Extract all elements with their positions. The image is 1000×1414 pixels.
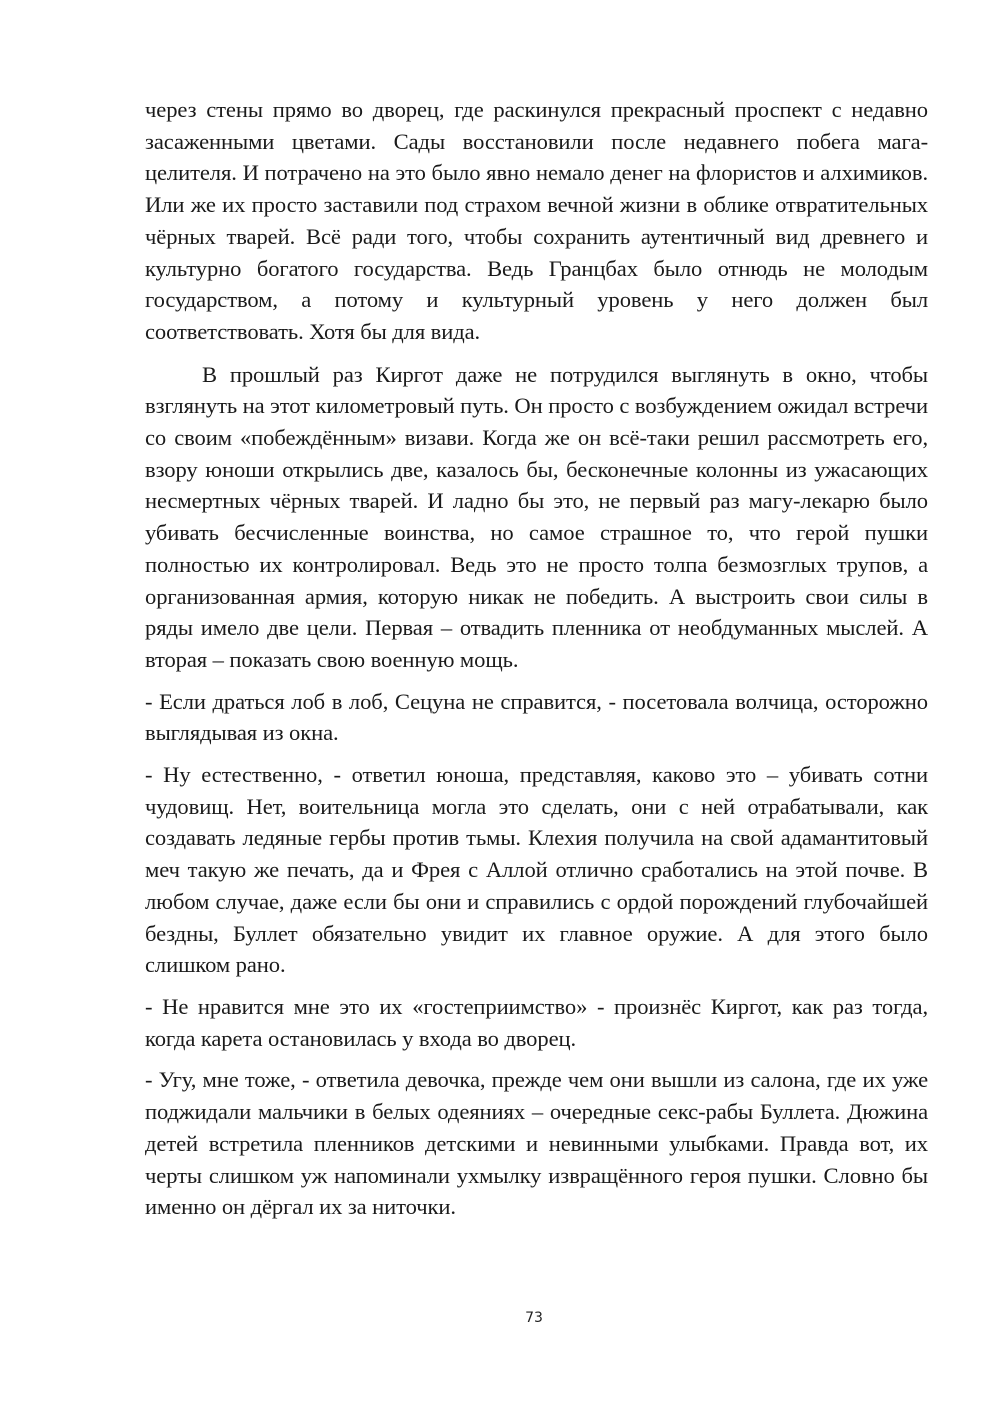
paragraph-2: В прошлый раз Киргот даже не потрудился выглянуть в окно, чтобы взглянуть на этот километровый путь. Он просто с возбуждением ожидал встречи со своим «побеждённым» визави. Когда же он всё-таки решил рассмотреть его, взору юноши открылись две, казалось бы, бесконечные колонны из ужасающих несмертных чёрных тварей. И ладно бы это, не первый раз магу-лекарю было убивать бесчисленные воинства, но самое страшное то, что герой пушки полностью их контролировал. Ведь это не просто толпа безмозглых трупов, а организованная армия, которую никак не победить. А выстроить свои силы в ряды имело две цели. Первая – отвадить пленника от необдуманных мыслей. А вторая – показать свою военную мощь.: [145, 361, 928, 672]
paragraph-6-dialogue: - Угу, мне тоже, - ответила девочка, прежде чем они вышли из салона, где их уже поджидали мальчики в белых одеяниях – очередные секс-рабы Буллета. Дюжина детей встретила пленников детскими и невинными улыбками. Правда вот, их черты слишком уж напоминали ухмылку извращённого героя пушки. Словно бы именно он дёргал их за ниточки.: [145, 1067, 928, 1220]
paragraph-5-dialogue: - Не нравится мне это их «гостеприимство» - произнёс Киргот, как раз тогда, когда карета остановилась у входа во дворец.: [145, 993, 928, 1051]
body-text: [145, 94, 928, 1223]
paragraph-4-dialogue: - Ну естественно, - ответил юноша, представляя, каково это – убивать сотни чудовищ. Нет, воительница могла это сделать, они с ней отрабатывали, как создавать ледяные гербы против тьмы. Клехия получила на свой адамантитовый меч такую же печать, да и Фрея с Аллой отлично сработались на этой почве. В любом случае, даже если бы они и справились с ордой порождений глубочайшей бездны, Буллет обязательно увидит их главное оружие. А для этого было слишком рано.: [145, 762, 928, 978]
paragraph-1: через стены прямо во дворец, где раскинулся прекрасный проспект с недавно засаженными цветами. Сады восстановили после недавнего побега мага-целителя. И потрачено на это было явно немало денег на флористов и алхимиков. Или же их просто заставили под страхом вечной жизни в облике отвратительных чёрных тварей. Всё ради того, чтобы сохранить аутентичный вид древнего и культурно богатого государства. Ведь Гранцбах было отнюдь не молодым государством, а потому и культурный уровень у него должен был соответствовать. Хотя бы для вида.: [145, 97, 928, 344]
paragraph-3-dialogue: - Если драться лоб в лоб, Сецуна не справится, - посетовала волчица, осторожно выглядывая из окна.: [145, 688, 928, 746]
page-number: 73: [525, 1310, 543, 1326]
